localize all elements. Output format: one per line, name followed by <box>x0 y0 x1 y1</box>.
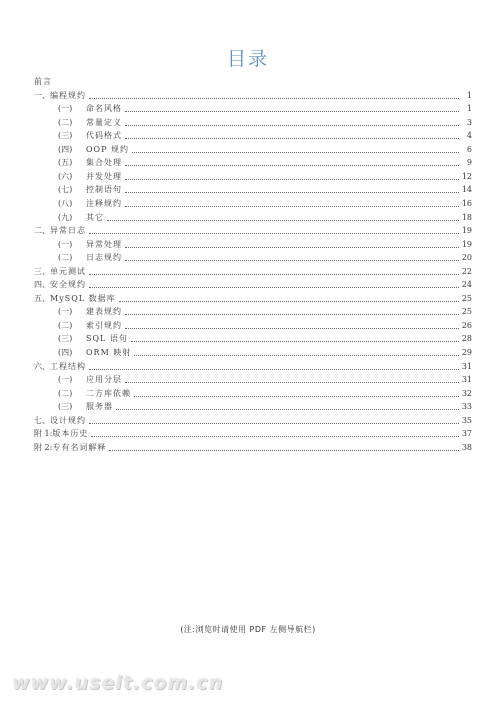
toc-dot-leader <box>125 205 459 207</box>
toc-entry-number: (二) <box>58 117 73 127</box>
toc-entry[interactable] <box>34 88 472 101</box>
toc-entry-page-number: 22 <box>461 266 472 276</box>
toc-entry-page-number: 31 <box>461 375 472 385</box>
toc-entry-number: (三) <box>58 334 73 344</box>
toc-entry-label: 异常日志 <box>50 226 86 236</box>
toc-dot-leader <box>89 422 459 424</box>
toc-entry[interactable] <box>58 237 472 250</box>
toc-dot-leader <box>89 232 459 234</box>
toc-dot-leader <box>89 368 459 370</box>
toc-entry-number: (五) <box>58 158 73 168</box>
toc-entry-label: 前言 <box>34 77 52 86</box>
toc-entry[interactable] <box>58 386 472 399</box>
toc-dot-leader <box>125 246 459 248</box>
toc-entry-number: (三) <box>58 402 73 412</box>
toc-entry[interactable] <box>34 74 472 87</box>
toc-entry-label: 安全规约 <box>50 280 86 290</box>
toc-entry-page-number: 6 <box>466 144 472 154</box>
toc-entry-number: (二) <box>58 320 73 330</box>
toc-dot-leader <box>134 354 458 356</box>
toc-dot-leader <box>89 286 459 288</box>
toc-entry[interactable] <box>34 440 472 453</box>
toc-entry-page-number: 26 <box>461 320 472 330</box>
toc-entry-label: 二方库依赖 <box>86 388 131 398</box>
toc-dot-leader <box>132 151 459 153</box>
toc-entry[interactable] <box>58 210 472 223</box>
toc-entry[interactable] <box>58 142 472 155</box>
toc-entry-number: 附 2: <box>34 442 53 452</box>
toc-entry-label: 建表规约 <box>86 307 122 317</box>
toc-dot-leader <box>125 313 459 315</box>
toc-entry[interactable] <box>58 169 472 182</box>
toc-dot-leader <box>125 137 459 139</box>
toc-entry-label: 代码格式 <box>86 131 122 141</box>
toc-entry[interactable] <box>34 223 472 236</box>
toc-entry-label: SQL 语句 <box>86 334 128 344</box>
toc-entry-label: 编程规约 <box>50 90 86 100</box>
toc-entry-page-number: 24 <box>461 280 472 290</box>
toc-entry-number: (二) <box>58 388 73 398</box>
toc-entry-page-number: 25 <box>461 293 472 303</box>
toc-entry-number: 三、 <box>34 266 50 276</box>
toc-dot-leader <box>107 219 459 221</box>
toc-entry-page-number: 16 <box>461 198 472 208</box>
toc-entry-label: 注释规约 <box>86 198 122 208</box>
toc-entry[interactable] <box>58 155 472 168</box>
watermark-logo: www.useit.com.cn <box>12 672 224 694</box>
toc-entry-number: (四) <box>58 144 73 154</box>
toc-entry[interactable] <box>58 115 472 128</box>
toc-entry-page-number: 19 <box>461 226 472 236</box>
toc-dot-leader <box>131 340 459 342</box>
toc-entry-number: (一) <box>58 307 73 317</box>
toc-entry-number: (二) <box>58 253 73 263</box>
toc-entry-label: 异常处理 <box>86 239 122 249</box>
toc-dot-leader <box>125 110 459 112</box>
toc-entry-label: OOP 规约 <box>86 144 130 154</box>
toc-entry-page-number: 28 <box>461 334 472 344</box>
toc-entry-label: 专有名词解释 <box>52 442 107 452</box>
toc-entry-number: (一) <box>58 104 73 114</box>
toc-entry-label: 日志规约 <box>86 253 122 263</box>
toc-entry-number: (六) <box>58 171 73 181</box>
toc-entry-label: ORM 映射 <box>86 348 132 357</box>
toc-entry-label: 常量定义 <box>86 117 122 127</box>
toc-entry[interactable] <box>58 345 472 358</box>
toc-entry-label: 其它 <box>86 212 104 222</box>
toc-entry-label: 索引规约 <box>86 320 122 330</box>
toc-entry-page-number: 12 <box>461 171 472 181</box>
toc-entry-label: 应用分层 <box>86 375 122 385</box>
toc-entry-label: 集合处理 <box>86 158 122 168</box>
toc-dot-leader <box>125 178 459 180</box>
toc-entry-number: 一、 <box>34 90 50 100</box>
toc-dot-leader <box>125 259 459 261</box>
toc-entry-number: (一) <box>58 375 73 385</box>
toc-entry-number: (七) <box>58 185 73 195</box>
toc-entry-page-number: 29 <box>461 348 472 357</box>
toc-entry[interactable] <box>58 250 472 263</box>
toc-entry-page-number: 14 <box>461 185 472 195</box>
toc-entry[interactable] <box>34 413 472 426</box>
toc-entry-label: 控制语句 <box>86 185 122 195</box>
toc-dot-leader <box>134 395 459 397</box>
toc-entry-number: (四) <box>58 348 73 357</box>
toc-entry-page-number: 18 <box>461 212 472 222</box>
toc-dot-leader <box>89 273 459 275</box>
toc-entry-page-number: 35 <box>461 415 472 425</box>
toc-entry-number: 七、 <box>34 415 50 425</box>
toc-dot-leader <box>125 124 459 126</box>
toc-entry-number: (三) <box>58 131 73 141</box>
toc-entry-page-number: 4 <box>466 131 472 141</box>
toc-entry-label: 工程结构 <box>50 361 86 371</box>
toc-entry-page-number: 31 <box>461 361 472 371</box>
toc-entry-label: 并发处理 <box>86 171 122 181</box>
toc-dot-leader <box>91 435 458 437</box>
toc-entry-number: 二、 <box>34 226 50 236</box>
toc-entry[interactable] <box>58 182 472 195</box>
toc-dot-leader <box>89 97 459 99</box>
toc-entry-number: (八) <box>58 198 73 208</box>
toc-entry-page-number: 32 <box>461 388 472 398</box>
toc-entry-page-number: 19 <box>461 239 472 249</box>
toc-entry-number: (一) <box>58 239 73 249</box>
toc-dot-leader <box>116 408 459 410</box>
toc-entry-page-number: 3 <box>466 117 472 127</box>
toc-dot-leader <box>125 327 459 329</box>
toc-entry[interactable] <box>58 196 472 209</box>
toc-dot-leader <box>125 381 459 383</box>
toc-entry-page-number: 33 <box>461 402 472 412</box>
toc-entry[interactable] <box>58 331 472 344</box>
toc-dot-leader <box>125 164 459 166</box>
toc-entry-label: 服务器 <box>86 402 113 412</box>
toc-entry-page-number: 1 <box>466 90 472 100</box>
toc-entry[interactable] <box>58 399 472 412</box>
toc-entry[interactable] <box>34 277 472 290</box>
toc-entry[interactable] <box>34 291 472 304</box>
toc-entry-page-number: 9 <box>466 158 472 168</box>
toc-entry-page-number: 1 <box>466 104 472 114</box>
toc-dot-leader <box>119 300 459 302</box>
page-title: 目录 <box>226 48 269 70</box>
toc-entry[interactable] <box>58 128 472 141</box>
toc-entry-page-number: 25 <box>461 307 472 317</box>
toc-dot-leader <box>125 191 459 193</box>
toc-entry[interactable] <box>34 264 472 277</box>
toc-entry-number: 六、 <box>34 361 50 371</box>
toc-entry-label: 设计规约 <box>50 415 86 425</box>
toc-entry[interactable] <box>58 372 472 385</box>
footnote: (注:浏览时请使用 PDF 左侧导航栏) <box>180 625 316 634</box>
toc-entry[interactable] <box>58 304 472 317</box>
toc-entry-page-number: 20 <box>461 253 472 263</box>
toc-entry-number: 四、 <box>34 280 50 290</box>
toc-entry-label: MySQL 数据库 <box>50 293 116 303</box>
toc-entry-label: 版本历史 <box>52 429 89 439</box>
toc-entry-number: 附 1: <box>34 429 53 439</box>
toc-dot-leader <box>109 449 458 451</box>
toc-entry[interactable] <box>34 426 472 439</box>
toc-entry[interactable] <box>58 318 472 331</box>
toc-entry[interactable] <box>34 359 472 372</box>
toc-entry-page-number: 38 <box>461 442 472 452</box>
toc-entry-page-number: 37 <box>461 429 472 439</box>
toc-entry[interactable] <box>58 101 472 114</box>
toc-entry-number: (九) <box>58 212 73 222</box>
toc-entry-number: 五、 <box>34 293 50 303</box>
toc-entry-label: 命名风格 <box>86 104 122 114</box>
toc-entry-label: 单元测试 <box>50 266 86 276</box>
